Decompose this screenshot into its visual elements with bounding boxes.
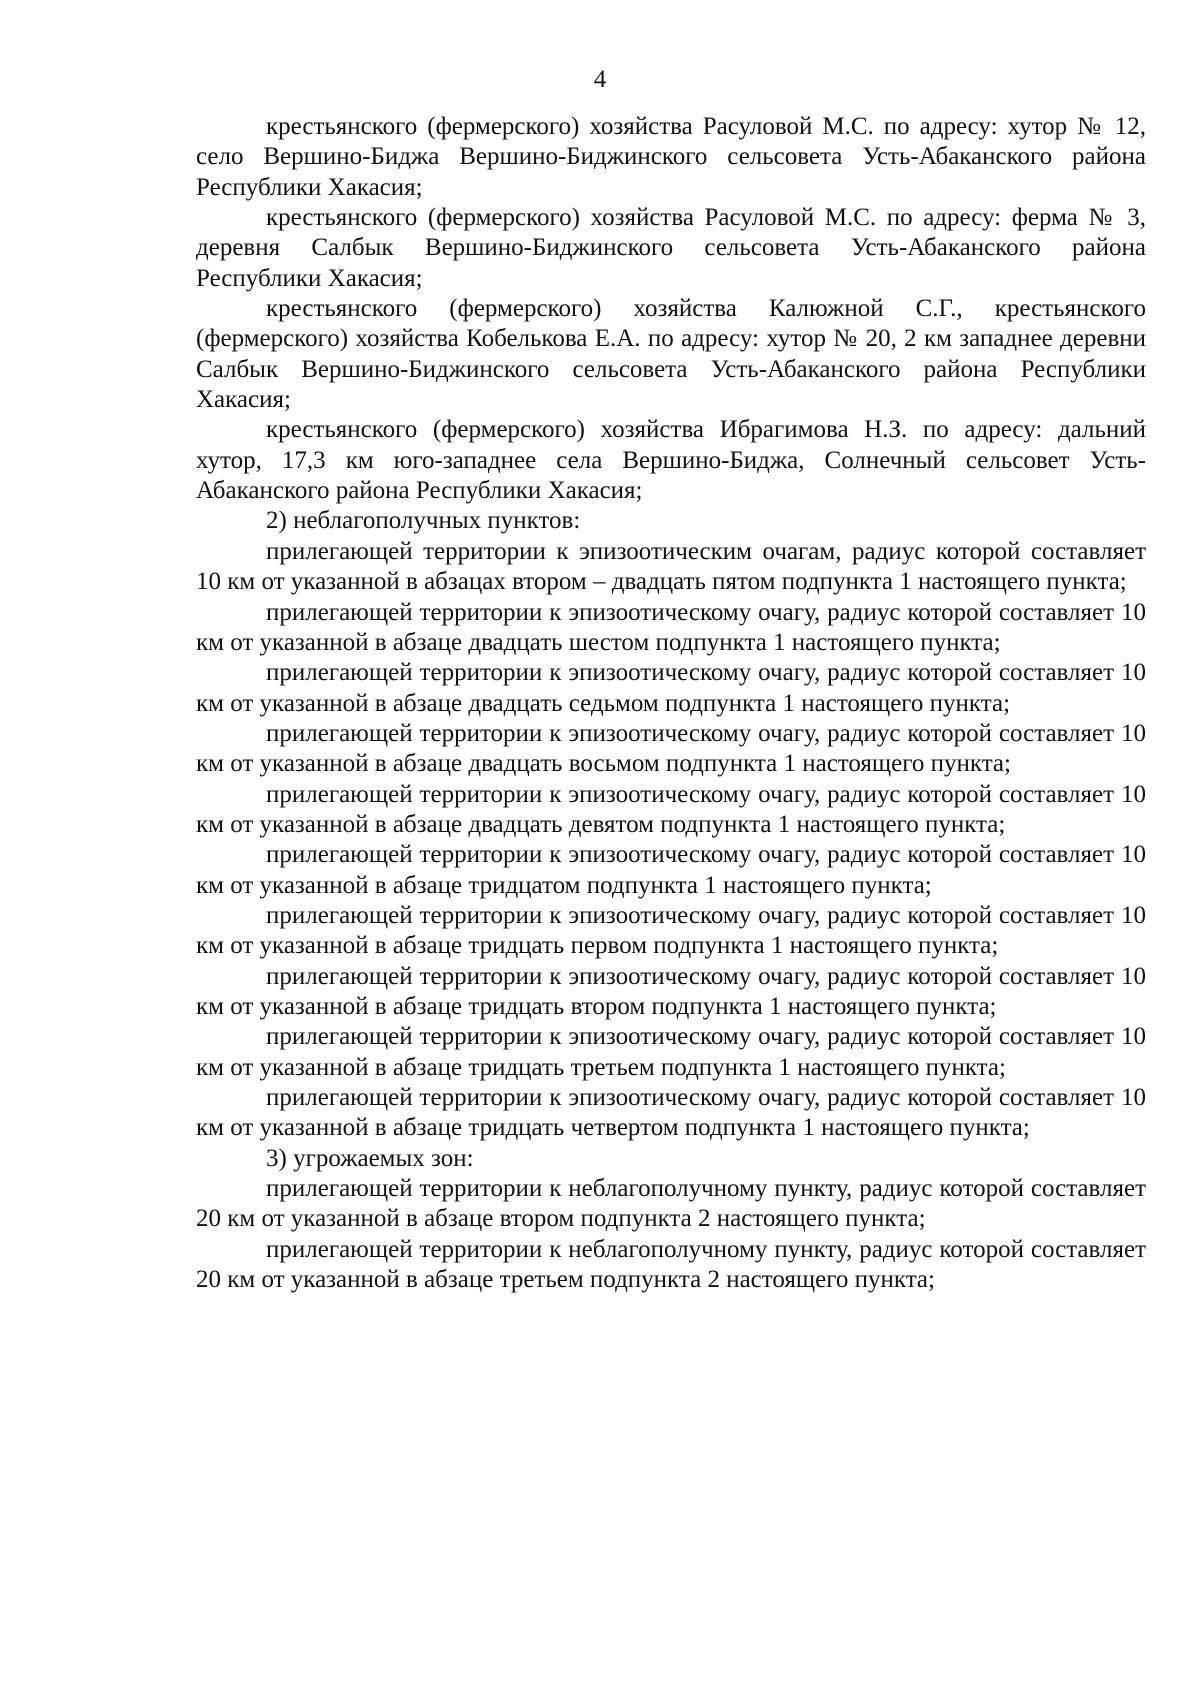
- paragraph: прилегающей территории к эпизоотическим очагам, радиус которой составляет 10 км от указанной в абзацах втором – двадцать пятом подпункта 1 настоящего пункта;: [196, 537, 1146, 596]
- paragraph: прилегающей территории к неблагополучному пункту, радиус которой составляет 20 км от указанной в абзаце третьем подпункта 2 настоящего пункта;: [196, 1235, 1146, 1294]
- section-heading: 3) угрожаемых зон:: [266, 1144, 474, 1172]
- paragraph: прилегающей территории к эпизоотическому очагу, радиус которой составляет 10 км от указанной в абзаце тридцать первом подпункта 1 настоящего пункта;: [196, 901, 1146, 960]
- paragraph: крестьянского (фермерского) хозяйства Расуловой М.С. по адресу: хутор № 12, село Вершино-Биджа Вершино-Биджинского сельсовета Усть-Абаканского района Республики Хакасия;: [196, 113, 1146, 201]
- paragraph: прилегающей территории к эпизоотическому очагу, радиус которой составляет 10 км от указанной в абзаце тридцать четвертом подпункта 1 настоящего пункта;: [196, 1084, 1146, 1142]
- paragraph: прилегающей территории к эпизоотическому очагу, радиус которой составляет 10 км от указанной в абзаце тридцать третьем подпункта 1 настоящего пункта;: [196, 1023, 1146, 1081]
- section-heading: 2) неблагополучных пунктов:: [266, 507, 581, 535]
- paragraph: прилегающей территории к эпизоотическому очагу, радиус которой составляет 10 км от указанной в абзаце тридцать втором подпункта 1 настоящего пункта;: [196, 962, 1146, 1020]
- paragraph: прилегающей территории к неблагополучному пункту, радиус которой составляет 20 км от указанной в абзаце втором подпункта 2 настоящего пункта;: [196, 1175, 1146, 1233]
- paragraph: прилегающей территории к эпизоотическому очагу, радиус которой составляет 10 км от указанной в абзаце двадцать шестом подпункта 1 настоящего пункта;: [196, 598, 1146, 656]
- document-body: [196, 112, 1146, 1295]
- paragraph: крестьянского (фермерского) хозяйства Калюжной С.Г., крестьянского (фермерского) хозяйства Кобелькова Е.А. по адресу: хутор № 20, 2 км западнее деревни Салбык Вершино-Биджинского сельсовета Усть-Абаканского района Республики Хакасия;: [196, 295, 1146, 414]
- paragraph: крестьянского (фермерского) хозяйства Ибрагимова Н.З. по адресу: дальний хутор, 17,3 км юго-западнее села Вершино-Биджа, Солнечный сельсовет Усть-Абаканского района Республики Хакасия;: [196, 416, 1146, 505]
- paragraph: прилегающей территории к эпизоотическому очагу, радиус которой составляет 10 км от указанной в абзаце тридцатом подпункта 1 настоящего пункта;: [196, 841, 1146, 899]
- paragraph: прилегающей территории к эпизоотическому очагу, радиус которой составляет 10 км от указанной в абзаце двадцать восьмом подпункта 1 настоящего пункта;: [196, 719, 1146, 778]
- paragraph: прилегающей территории к эпизоотическому очагу, радиус которой составляет 10 км от указанной в абзаце двадцать седьмом подпункта 1 настоящего пункта;: [196, 659, 1146, 717]
- paragraph: крестьянского (фермерского) хозяйства Расуловой М.С. по адресу: ферма № 3, деревня Салбык Вершино-Биджинского сельсовета Усть-Абаканского района Республики Хакасия;: [196, 204, 1146, 292]
- page-number: 4: [593, 66, 607, 93]
- paragraph: прилегающей территории к эпизоотическому очагу, радиус которой составляет 10 км от указанной в абзаце двадцать девятом подпункта 1 настоящего пункта;: [196, 780, 1146, 838]
